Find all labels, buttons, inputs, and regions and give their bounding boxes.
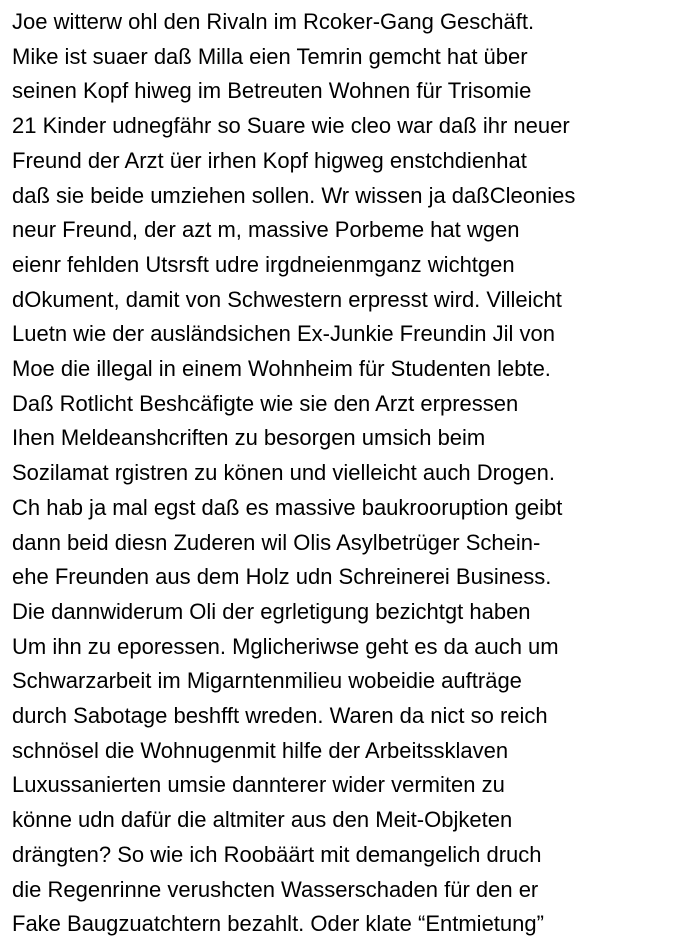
text-line-25: drängten? So wie ich Roobäärt mit demangelich druch [12,841,542,867]
text-line-4: 21 Kinder udnegfähr so Suare wie cleo war daß ihr neuer [12,113,570,139]
text-line-7: neur Freund, der azt m, massive Porbeme hat wgen [12,217,520,243]
text-line-19: Um ihn zu eporessen. Mglicheriwse geht es da auch um [12,633,559,659]
text-line-27: Fake Baugzuatchtern bezahlt. Oder klate “Entmietung” [12,911,544,937]
text-line-16: dann beid diesn Zuderen wil Olis Asylbetrüger Schein- [12,529,541,555]
text-line-20: Schwarzarbeit im Migarntenmilieu wobeidie aufträge [12,668,522,694]
text-line-26: die Regenrinne verushcten Wasserschaden für den er [12,876,539,902]
text-line-9: dOkument, damit von Schwestern erpresst wird. Villeicht [12,286,562,312]
text-line-23: Luxussanierten umsie dannterer wider vermiten zu [12,772,505,798]
text-line-24: könne udn dafür die altmiter aus den Meit-Objketen [12,807,513,833]
text-line-5: Freund der Arzt üer irhen Kopf higweg enstchdienhat [12,147,527,173]
text-line-22: schnösel die Wohnugenmit hilfe der Arbeitssklaven [12,737,509,763]
text-line-17: ehe Freunden aus dem Holz udn Schreinerei Business. [12,564,552,590]
text-line-2: Mike ist suaer daß Milla eien Temrin gemcht hat über [12,43,528,69]
text-line-12: Daß Rotlicht Beshcäfigte wie sie den Arzt erpressen [12,390,519,416]
text-line-18: Die dannwiderum Oli der egrletigung bezichtgt haben [12,598,531,624]
text-line-1: Joe witterw ohl den Rivaln im Rcoker-Gang Geschäft. [12,9,535,34]
text-line-10: Luetn wie der ausländsichen Ex-Junkie Freundin Jil von [12,321,555,347]
text-line-6: daß sie beide umziehen sollen. Wr wissen ja daßCleonies [12,182,576,208]
text-line-3: seinen Kopf hiweg im Betreuten Wohnen für Trisomie [12,78,532,104]
text-line-21: durch Sabotage beshfft wreden. Waren da nict so reich [12,703,548,729]
text-line-14: Sozilamat rgistren zu könen und vielleicht auch Drogen. [12,460,555,486]
text-line-13: Ihen Meldeanshcriften zu besorgen umsich beim [12,425,486,451]
text-line-15: Ch hab ja mal egst daß es massive baukrooruption geibt [12,494,563,520]
text-line-11: Moe die illegal in einem Wohnheim für Studenten lebte. [12,356,551,382]
text-line-8: eienr fehlden Utsrsft udre irgdneienmganz wichtgen [12,251,515,277]
document-text [12,5,684,942]
